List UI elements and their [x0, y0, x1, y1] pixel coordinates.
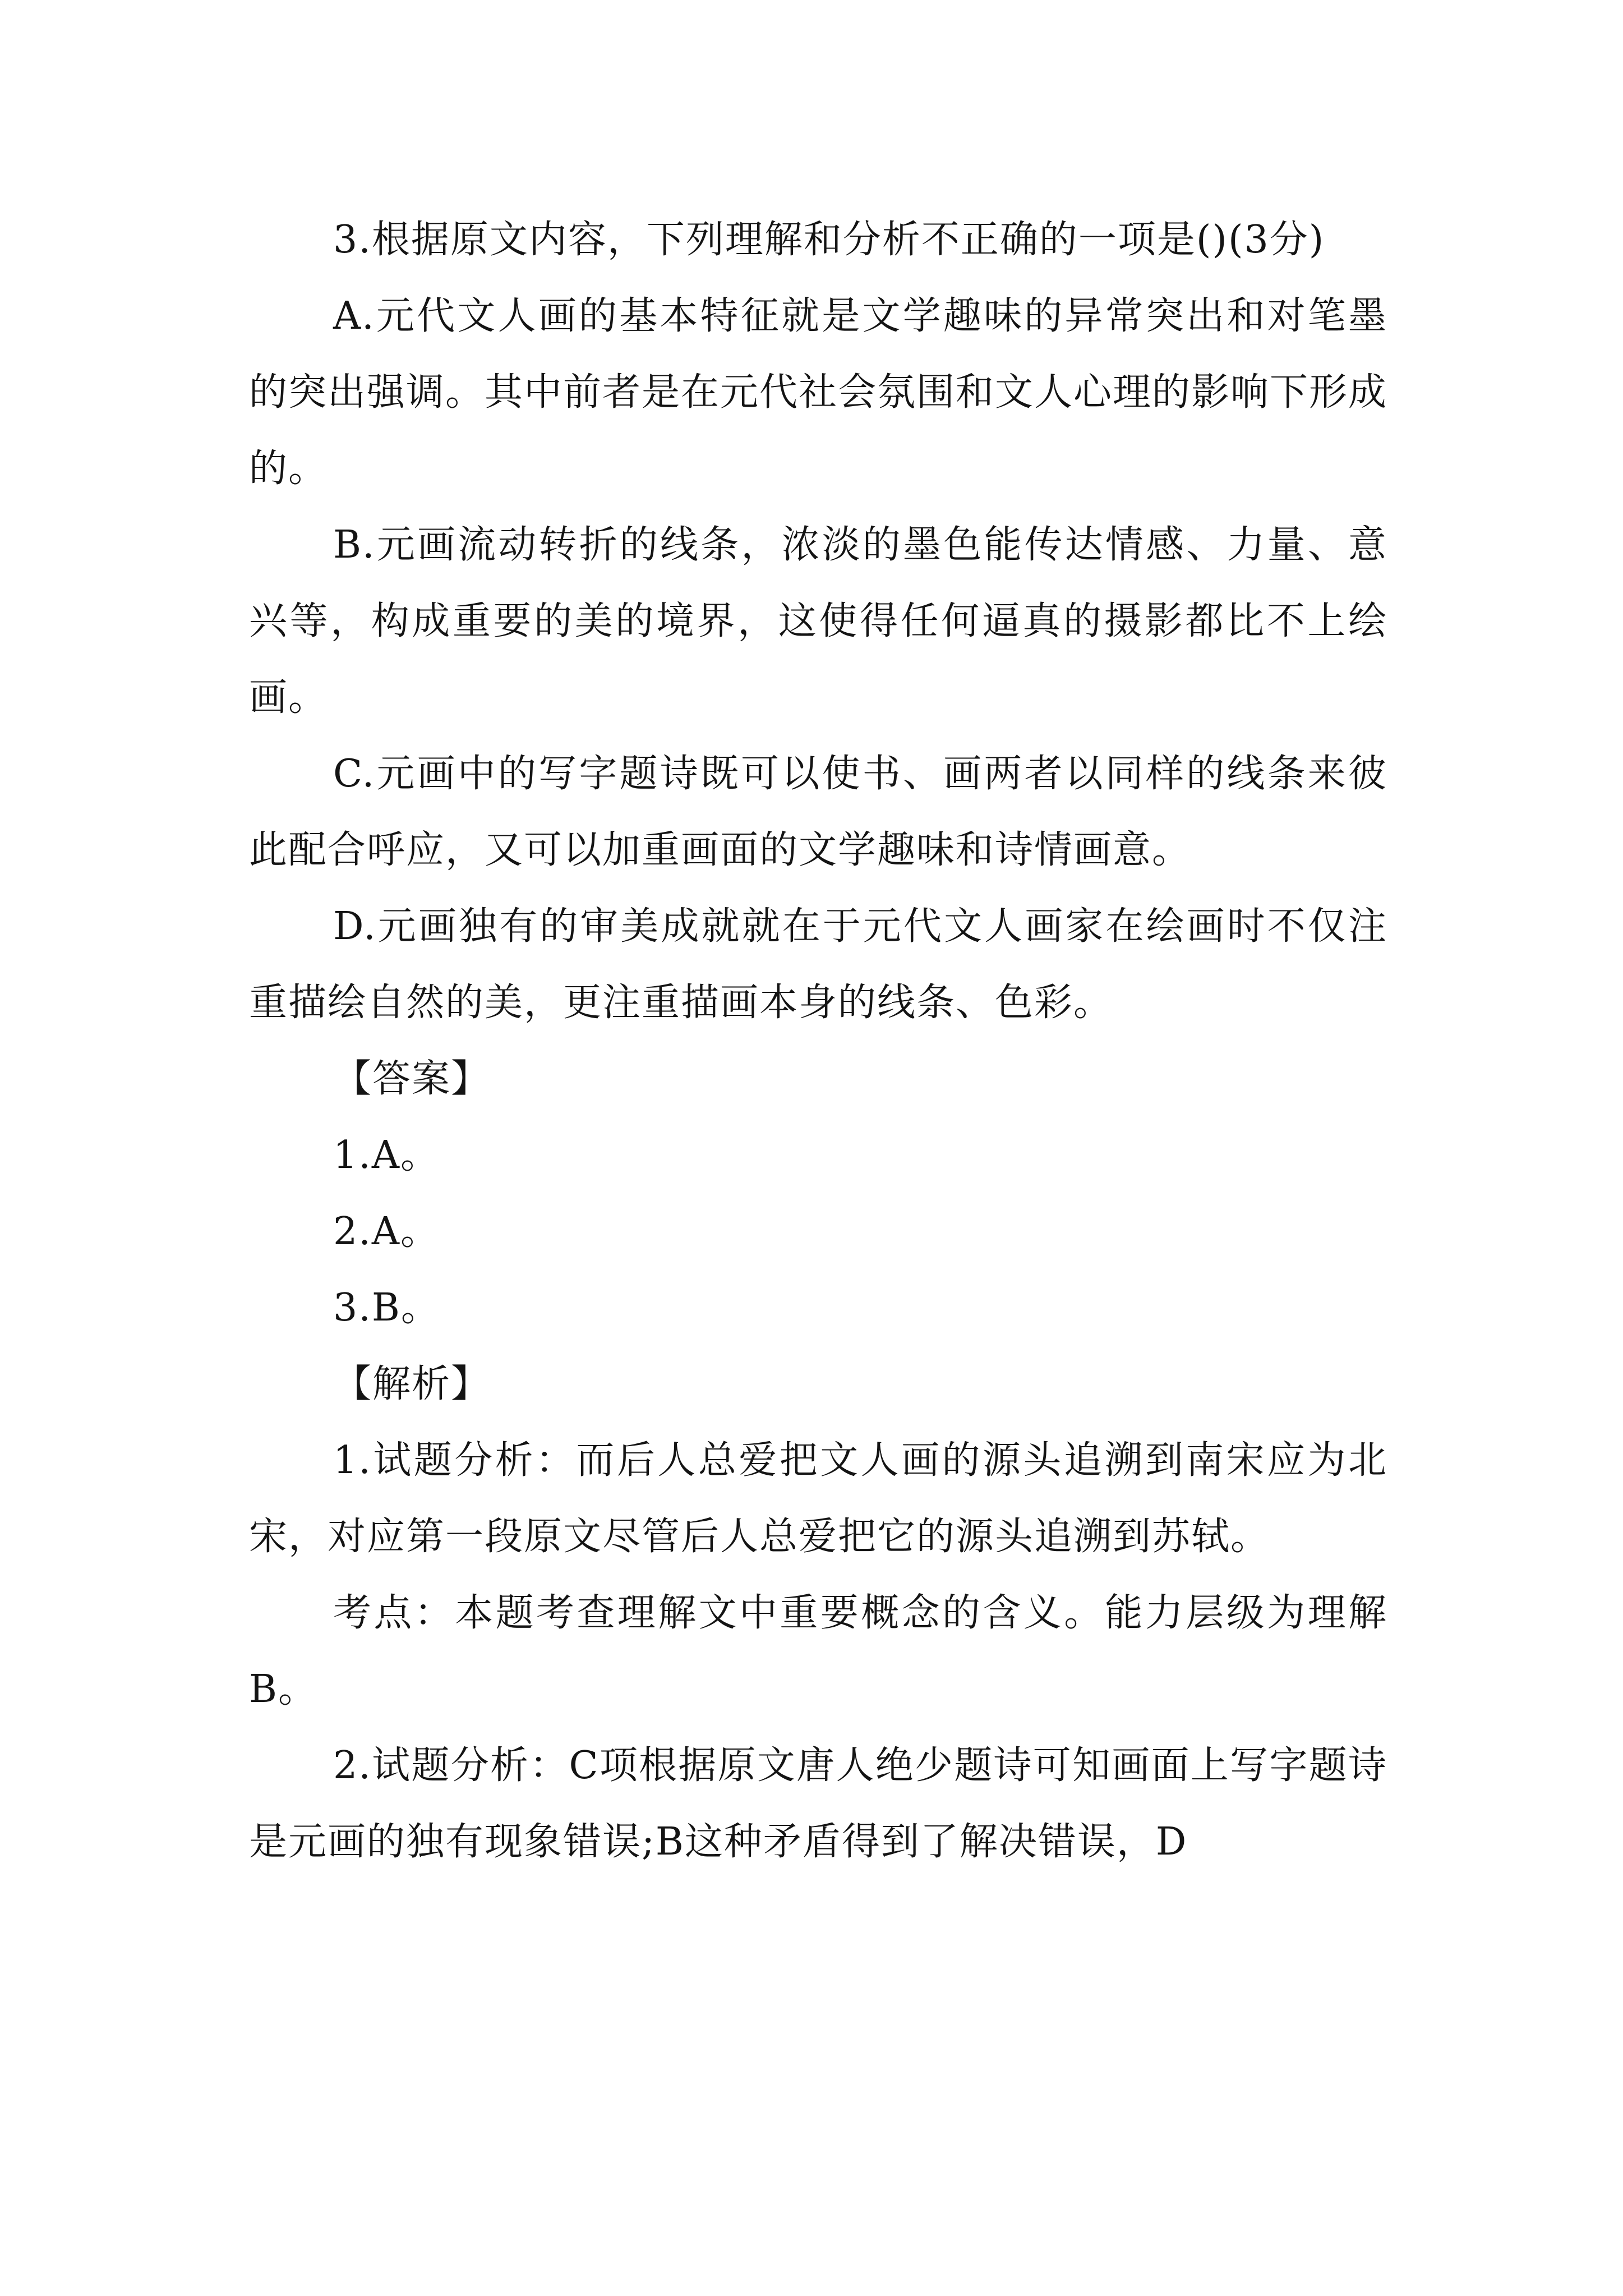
analysis-1-kaodian: 考点：本题考查理解文中重要概念的含义。能力层级为理解B。 [249, 1591, 1387, 1711]
analysis-heading: 【解析】 [333, 1362, 491, 1406]
answer-1: 1.A。 [333, 1133, 440, 1177]
option-d: D.元画独有的审美成就就在于元代文人画家在绘画时不仅注重描绘自然的美，更注重描画本身的线条、色彩。 [249, 904, 1387, 1025]
answer-2: 2.A。 [333, 1209, 440, 1254]
answer-heading: 【答案】 [333, 1057, 491, 1101]
question-3-stem: 3.根据原文内容，下列理解和分析不正确的一项是()(3分) [333, 218, 1325, 262]
answer-3: 3.B。 [333, 1286, 440, 1330]
option-a: A.元代文人画的基本特征就是文学趣味的异常突出和对笔墨的突出强调。其中前者是在元代社会氛围和文人心理的影响下形成的。 [249, 294, 1388, 491]
document-body [249, 202, 1387, 1880]
option-b: B.元画流动转折的线条，浓淡的墨色能传达情感、力量、意兴等，构成重要的美的境界，这使得任何逼真的摄影都比不上绘画。 [249, 523, 1387, 720]
analysis-2: 2.试题分析：C项根据原文唐人绝少题诗可知画面上写字题诗是元画的独有现象错误;B这种矛盾得到了解决错误，D [249, 1743, 1387, 1864]
analysis-1: 1.试题分析：而后人总爱把文人画的源头追溯到南宋应为北宋，对应第一段原文尽管后人总爱把它的源头追溯到苏轼。 [249, 1438, 1387, 1559]
option-c: C.元画中的写字题诗既可以使书、画两者以同样的线条来彼此配合呼应，又可以加重画面的文学趣味和诗情画意。 [249, 752, 1387, 872]
